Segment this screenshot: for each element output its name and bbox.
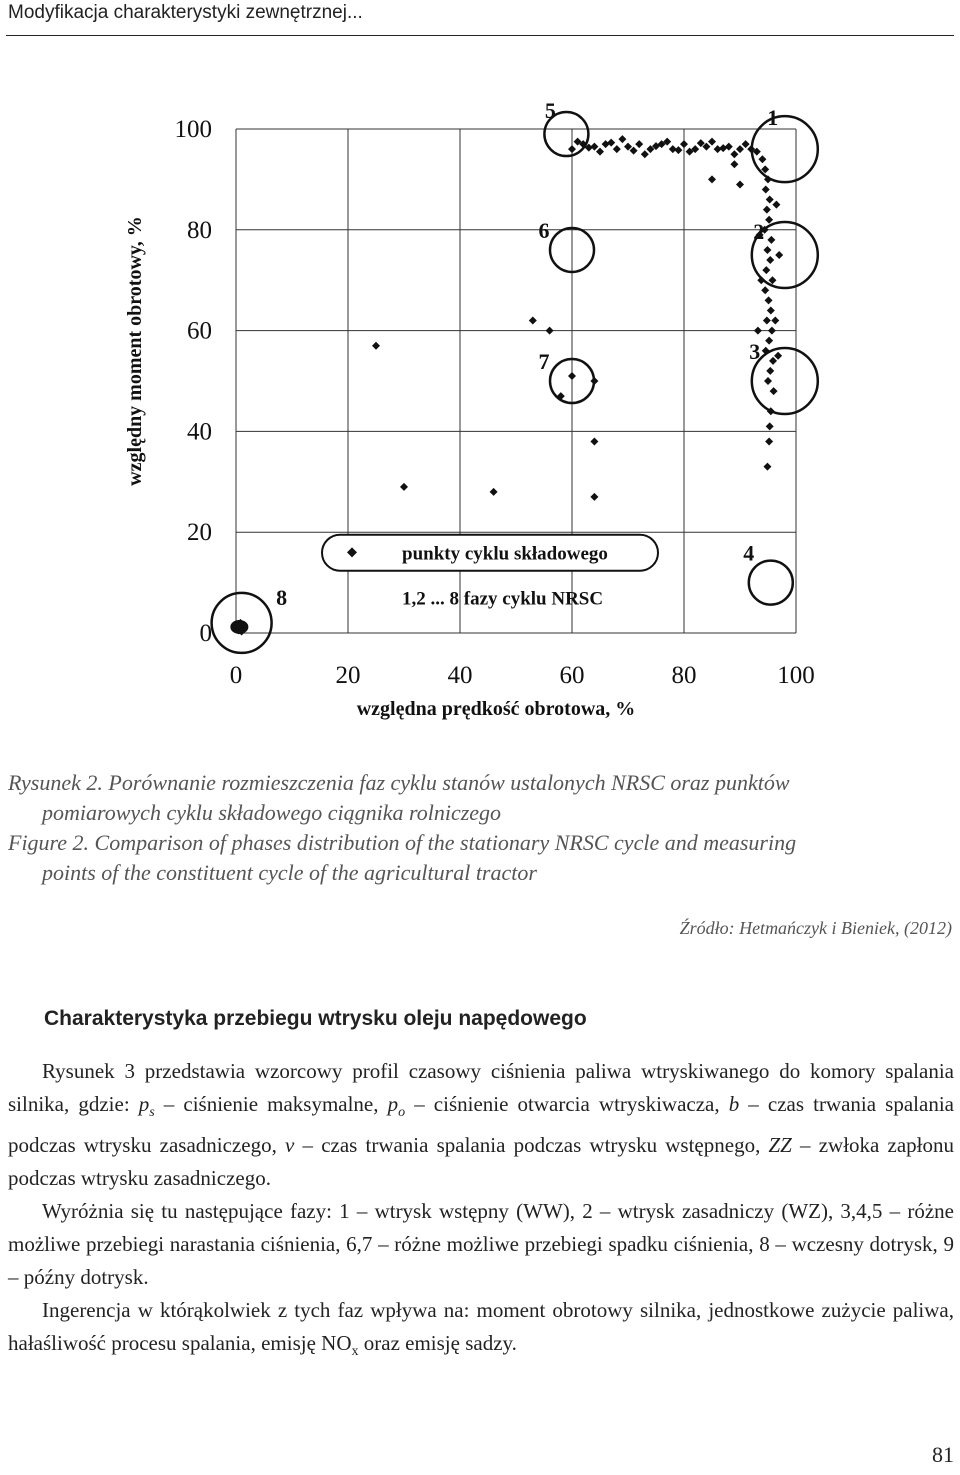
- y-tick-label: 80: [187, 216, 212, 244]
- phase-circle: [752, 116, 818, 182]
- phase-circle: [749, 561, 793, 605]
- data-point: [490, 488, 498, 496]
- data-point: [641, 150, 649, 158]
- data-point: [400, 483, 408, 491]
- data-point: [546, 327, 554, 335]
- data-point: [766, 367, 774, 375]
- x-tick-label: 0: [229, 662, 243, 689]
- phase-label: 5: [544, 98, 556, 124]
- data-point: [763, 317, 771, 325]
- data-point: [774, 352, 782, 360]
- data-point: [775, 251, 783, 259]
- data-point: [725, 143, 733, 151]
- data-point: [764, 377, 772, 385]
- data-point: [765, 296, 773, 304]
- data-point: [765, 337, 773, 345]
- data-point: [680, 140, 688, 148]
- data-point: [708, 138, 716, 146]
- x-tick-label: 80: [671, 662, 697, 689]
- caption-en-line2: points of the constituent cycle of the agricultural tractor: [42, 860, 537, 885]
- data-point: [761, 286, 769, 294]
- data-point: [590, 493, 598, 501]
- x-tick-label: 20: [335, 662, 361, 689]
- caption-en-line1: Figure 2. Comparison of phases distribution of the stationary NRSC cycle and measuring: [8, 830, 797, 855]
- data-point: [770, 387, 778, 395]
- data-point: [754, 327, 762, 335]
- caption-pl-line2: pomiarowych cyklu składowego ciągnika rolniczego: [42, 800, 502, 825]
- running-header: Modyfikacja charakterystyki zewnętrznej...: [8, 2, 363, 23]
- data-point: [763, 206, 771, 214]
- data-point: [763, 246, 771, 254]
- phase-label: 7: [538, 349, 550, 374]
- data-point: [372, 342, 380, 350]
- data-point: [736, 145, 744, 153]
- y-tick-label: 100: [174, 116, 212, 143]
- phase-label: 4: [743, 540, 755, 566]
- data-point: [742, 140, 750, 148]
- data-point: [730, 150, 738, 158]
- x-tick-label: 100: [777, 662, 815, 689]
- phase-circle: [752, 348, 818, 414]
- x-tick-label: 60: [559, 662, 585, 689]
- legend-marker-label: punkty cyklu składowego: [402, 543, 608, 565]
- phase-label: 8: [276, 584, 288, 610]
- header-rule: [6, 35, 954, 36]
- data-point: [766, 196, 774, 204]
- caption-pl-line1: Rysunek 2. Porównanie rozmieszczenia faz cyklu stanów ustalonych NRSC oraz punktów: [8, 770, 790, 795]
- paragraph-2: Wyróżnia się tu następujące fazy: 1 – wtrysk wstępny (WW), 2 – wtrysk zasadniczy (WZ), 3,4,5 – różne możliwe przebiegi narastania ciśnienia, 6,7 – różne możliwe przebiegi spadku ciśnienia, 8 – wczesny dotrysk, 9 – późny dotrysk.: [8, 1199, 954, 1290]
- data-point: [674, 146, 682, 154]
- data-point: [708, 175, 716, 183]
- figure-caption-pl: [8, 768, 790, 828]
- page-number: 81: [932, 1442, 954, 1467]
- data-point: [529, 317, 537, 325]
- data-point: [767, 236, 775, 244]
- data-point: [568, 145, 576, 153]
- y-tick-label: 0: [199, 620, 212, 647]
- y-axis-label: względny moment obrotowy, %: [124, 216, 146, 486]
- y-tick-label: 60: [187, 317, 212, 345]
- figure-source: Źródło: Hetmańczyk i Bieniek, (2012): [679, 918, 952, 938]
- x-tick-label: 40: [447, 662, 473, 689]
- paragraph-1: Rysunek 3 przedstawia wzorcowy profil czasowy ciśnienia paliwa wtryskiwanego do komory spalania silnika, gdzie: $p_s$ – ciśnienie maksymalne, $p_o$ – ciśnienie otwarcia wtryskiwacza, b – czas trwania spalania podczas wtrysku zasadniczego, v – czas trwania spalania podczas wtrysku wstępnego, ZZ – zwłoka zapłonu podczas wtrysku zasadniczego.: [8, 1059, 954, 1191]
- phase-label: 2: [753, 219, 765, 244]
- data-point: [763, 463, 771, 471]
- data-point: [730, 160, 738, 168]
- section-title: Charakterystyka przebiegu wtrysku oleju napędowego: [44, 1007, 587, 1030]
- phase-label: 6: [538, 217, 550, 243]
- data-point: [762, 185, 770, 193]
- data-point: [769, 357, 777, 365]
- phase-label: 3: [749, 339, 761, 364]
- data-point: [758, 155, 766, 163]
- data-point: [766, 256, 774, 264]
- data-point: [771, 317, 779, 325]
- data-point: [768, 327, 776, 335]
- figure-caption-en: [8, 828, 796, 888]
- paragraph-3: Ingerencja w którąkolwiek z tych faz wpływa na: moment obrotowy silnika, jednostkowe zużycie paliwa, hałaśliwość procesu spalania, emisję $NO_x$ oraz emisję sadzy.: [8, 1298, 954, 1360]
- data-point: [590, 437, 598, 445]
- data-point: [630, 147, 638, 155]
- data-point: [596, 148, 604, 156]
- data-point: [624, 143, 632, 151]
- data-point: [765, 437, 773, 445]
- data-point: [568, 372, 576, 380]
- phase-label: 1: [767, 105, 779, 131]
- data-point: [607, 139, 615, 147]
- data-point: [772, 201, 780, 209]
- scatter-chart: [0, 70, 960, 730]
- data-point: [736, 180, 744, 188]
- legend-phases-label: 1,2 ... 8 fazy cyklu NRSC: [402, 588, 604, 610]
- data-point: [762, 266, 770, 274]
- data-point: [602, 140, 610, 148]
- data-point: [767, 306, 775, 314]
- y-tick-label: 20: [187, 519, 212, 547]
- data-point-cluster: [230, 620, 248, 634]
- x-axis-label: względna prędkość obrotowa, %: [356, 698, 636, 720]
- data-point: [766, 422, 774, 430]
- data-point: [613, 145, 621, 153]
- y-tick-label: 40: [187, 418, 212, 446]
- body-text: [8, 1055, 954, 1368]
- data-point: [765, 216, 773, 224]
- data-point: [635, 140, 643, 148]
- data-point: [618, 135, 626, 143]
- data-point: [719, 144, 727, 152]
